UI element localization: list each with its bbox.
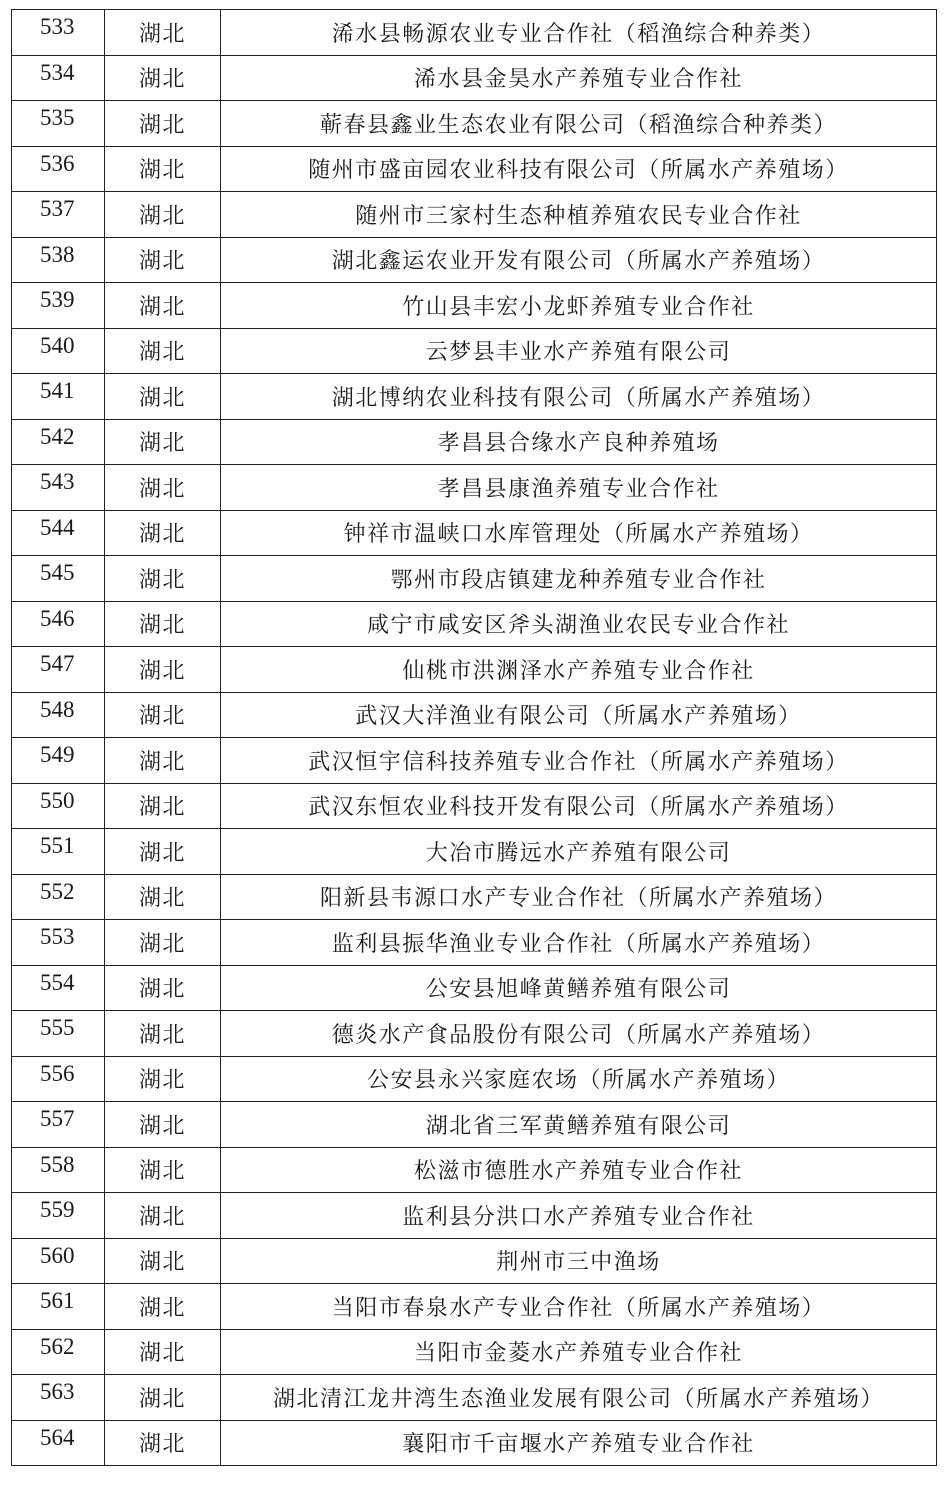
organization-name-cell: 德炎水产食品股份有限公司（所属水产养殖场）: [221, 1011, 937, 1057]
table-row: [12, 1420, 937, 1466]
organization-name-cell: 孝昌县康渔养殖专业合作社: [221, 465, 937, 511]
organization-name-cell: 湖北博纳农业科技有限公司（所属水产养殖场）: [221, 374, 937, 420]
table-row: [12, 1375, 937, 1421]
province-cell: 湖北: [105, 1420, 221, 1466]
organization-name-cell: 阳新县韦源口水产专业合作社（所属水产养殖场）: [221, 874, 937, 920]
organization-name-cell: 咸宁市咸安区斧头湖渔业农民专业合作社: [221, 601, 937, 647]
organization-name-cell: 武汉恒宇信科技养殖专业合作社（所属水产养殖场）: [221, 738, 937, 784]
table-row: [12, 328, 937, 374]
table-row: [12, 374, 937, 420]
row-number-cell: 560: [12, 1238, 105, 1284]
organization-name-cell: 仙桃市洪渊泽水产养殖专业合作社: [221, 647, 937, 693]
table-row: [12, 1011, 937, 1057]
province-cell: 湖北: [105, 829, 221, 875]
organization-name-cell: 湖北鑫运农业开发有限公司（所属水产养殖场）: [221, 237, 937, 283]
row-number-cell: 544: [12, 510, 105, 556]
province-cell: 湖北: [105, 283, 221, 329]
row-number-cell: 556: [12, 1056, 105, 1102]
organization-name-cell: 当阳市金菱水产养殖专业合作社: [221, 1329, 937, 1375]
table-body: [12, 10, 937, 1466]
organization-name-cell: 松滋市德胜水产养殖专业合作社: [221, 1147, 937, 1193]
province-cell: 湖北: [105, 1011, 221, 1057]
province-cell: 湖北: [105, 146, 221, 192]
row-number-cell: 547: [12, 647, 105, 693]
province-cell: 湖北: [105, 783, 221, 829]
organization-name-cell: 孝昌县合缘水产良种养殖场: [221, 419, 937, 465]
table-row: [12, 647, 937, 693]
organization-name-cell: 浠水县金昊水产养殖专业合作社: [221, 55, 937, 101]
table-row: [12, 1102, 937, 1148]
enterprise-list-table: [11, 9, 937, 1466]
row-number-cell: 557: [12, 1102, 105, 1148]
table-row: [12, 874, 937, 920]
province-cell: 湖北: [105, 692, 221, 738]
organization-name-cell: 当阳市春泉水产专业合作社（所属水产养殖场）: [221, 1284, 937, 1330]
province-cell: 湖北: [105, 1238, 221, 1284]
organization-name-cell: 鄂州市段店镇建龙种养殖专业合作社: [221, 556, 937, 602]
row-number-cell: 546: [12, 601, 105, 647]
table-row: [12, 1284, 937, 1330]
province-cell: 湖北: [105, 1284, 221, 1330]
organization-name-cell: 襄阳市千亩堰水产养殖专业合作社: [221, 1420, 937, 1466]
province-cell: 湖北: [105, 10, 221, 56]
organization-name-cell: 公安县旭峰黄鳝养殖有限公司: [221, 965, 937, 1011]
table-row: [12, 510, 937, 556]
table-row: [12, 829, 937, 875]
organization-name-cell: 大冶市腾远水产养殖有限公司: [221, 829, 937, 875]
organization-name-cell: 云梦县丰业水产养殖有限公司: [221, 328, 937, 374]
organization-name-cell: 监利县振华渔业专业合作社（所属水产养殖场）: [221, 920, 937, 966]
organization-name-cell: 武汉大洋渔业有限公司（所属水产养殖场）: [221, 692, 937, 738]
province-cell: 湖北: [105, 510, 221, 556]
province-cell: 湖北: [105, 1375, 221, 1421]
row-number-cell: 554: [12, 965, 105, 1011]
province-cell: 湖北: [105, 419, 221, 465]
table-row: [12, 1329, 937, 1375]
table-row: [12, 965, 937, 1011]
table-row: [12, 192, 937, 238]
row-number-cell: 558: [12, 1147, 105, 1193]
province-cell: 湖北: [105, 874, 221, 920]
province-cell: 湖北: [105, 1056, 221, 1102]
table-row: [12, 283, 937, 329]
province-cell: 湖北: [105, 237, 221, 283]
row-number-cell: 564: [12, 1420, 105, 1466]
row-number-cell: 549: [12, 738, 105, 784]
row-number-cell: 542: [12, 419, 105, 465]
organization-name-cell: 钟祥市温峡口水库管理处（所属水产养殖场）: [221, 510, 937, 556]
province-cell: 湖北: [105, 1147, 221, 1193]
organization-name-cell: 湖北省三军黄鳝养殖有限公司: [221, 1102, 937, 1148]
province-cell: 湖北: [105, 965, 221, 1011]
organization-name-cell: 武汉东恒农业科技开发有限公司（所属水产养殖场）: [221, 783, 937, 829]
table-row: [12, 783, 937, 829]
province-cell: 湖北: [105, 647, 221, 693]
row-number-cell: 534: [12, 55, 105, 101]
organization-name-cell: 公安县永兴家庭农场（所属水产养殖场）: [221, 1056, 937, 1102]
table-row: [12, 692, 937, 738]
row-number-cell: 545: [12, 556, 105, 602]
province-cell: 湖北: [105, 328, 221, 374]
organization-name-cell: 随州市盛亩园农业科技有限公司（所属水产养殖场）: [221, 146, 937, 192]
organization-name-cell: 蕲春县鑫业生态农业有限公司（稻渔综合种养类）: [221, 101, 937, 147]
table-row: [12, 10, 937, 56]
row-number-cell: 551: [12, 829, 105, 875]
table-row: [12, 146, 937, 192]
row-number-cell: 555: [12, 1011, 105, 1057]
organization-name-cell: 竹山县丰宏小龙虾养殖专业合作社: [221, 283, 937, 329]
row-number-cell: 548: [12, 692, 105, 738]
row-number-cell: 536: [12, 146, 105, 192]
province-cell: 湖北: [105, 1329, 221, 1375]
table-row: [12, 101, 937, 147]
organization-name-cell: 湖北清江龙井湾生态渔业发展有限公司（所属水产养殖场）: [221, 1375, 937, 1421]
province-cell: 湖北: [105, 374, 221, 420]
table-row: [12, 1238, 937, 1284]
row-number-cell: 535: [12, 101, 105, 147]
province-cell: 湖北: [105, 101, 221, 147]
row-number-cell: 563: [12, 1375, 105, 1421]
table-row: [12, 419, 937, 465]
province-cell: 湖北: [105, 601, 221, 647]
table-row: [12, 738, 937, 784]
province-cell: 湖北: [105, 738, 221, 784]
province-cell: 湖北: [105, 192, 221, 238]
table-row: [12, 920, 937, 966]
province-cell: 湖北: [105, 1193, 221, 1239]
row-number-cell: 561: [12, 1284, 105, 1330]
row-number-cell: 540: [12, 328, 105, 374]
province-cell: 湖北: [105, 1102, 221, 1148]
row-number-cell: 533: [12, 10, 105, 56]
province-cell: 湖北: [105, 465, 221, 511]
row-number-cell: 537: [12, 192, 105, 238]
table-row: [12, 237, 937, 283]
row-number-cell: 562: [12, 1329, 105, 1375]
province-cell: 湖北: [105, 556, 221, 602]
table-row: [12, 1056, 937, 1102]
row-number-cell: 550: [12, 783, 105, 829]
organization-name-cell: 浠水县畅源农业专业合作社（稻渔综合种养类）: [221, 10, 937, 56]
table-row: [12, 465, 937, 511]
organization-name-cell: 随州市三家村生态种植养殖农民专业合作社: [221, 192, 937, 238]
row-number-cell: 543: [12, 465, 105, 511]
row-number-cell: 539: [12, 283, 105, 329]
organization-name-cell: 监利县分洪口水产养殖专业合作社: [221, 1193, 937, 1239]
province-cell: 湖北: [105, 55, 221, 101]
row-number-cell: 538: [12, 237, 105, 283]
table-row: [12, 1193, 937, 1239]
organization-name-cell: 荆州市三中渔场: [221, 1238, 937, 1284]
row-number-cell: 552: [12, 874, 105, 920]
row-number-cell: 541: [12, 374, 105, 420]
table-row: [12, 556, 937, 602]
table-row: [12, 601, 937, 647]
row-number-cell: 553: [12, 920, 105, 966]
table-row: [12, 1147, 937, 1193]
row-number-cell: 559: [12, 1193, 105, 1239]
table-row: [12, 55, 937, 101]
province-cell: 湖北: [105, 920, 221, 966]
